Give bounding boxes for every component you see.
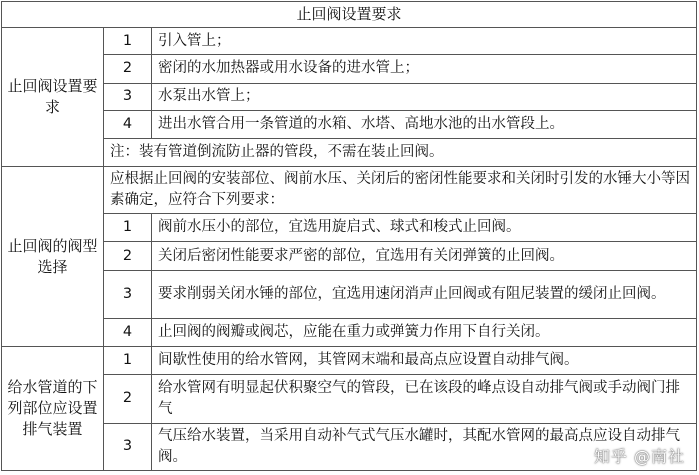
row-number: 2 <box>104 242 152 270</box>
row-number: 1 <box>104 28 152 55</box>
table-row <box>2 83 697 110</box>
row-number: 3 <box>104 423 152 470</box>
row-number: 1 <box>104 214 152 242</box>
row-text: 间歇性使用的给水管网，其管网末端和最高点应设置自动排气阀。 <box>152 347 697 375</box>
row-text: 引入管上； <box>152 28 697 55</box>
row-text: 关闭后密闭性能要求严密的部位，宜选用有关闭弹簧的止回阀。 <box>152 242 697 270</box>
table-title-row <box>2 2 697 28</box>
row-number: 3 <box>104 270 152 318</box>
table-row <box>2 423 697 470</box>
watermark: 知乎 @南社 <box>593 447 685 466</box>
row-text: 气压给水装置，当采用自动补气式气压水罐时，其配水管网的最高点应设自动排气阀。 <box>152 423 697 470</box>
row-text: 要求削弱关闭水锤的部位，宜选用速闭消声止回阀或有阻尼装置的缓闭止回阀。 <box>152 270 697 318</box>
note-text: 注：装有管道倒流防止器的管段，不需在装止回阀。 <box>104 138 697 166</box>
row-number: 4 <box>104 110 152 138</box>
table-row <box>2 28 697 55</box>
group-label-exhaust-device: 给水管道的下列部位应设置排气装置 <box>2 347 104 471</box>
table-row <box>2 214 697 242</box>
row-text: 水泵出水管上； <box>152 83 697 110</box>
table-row <box>2 270 697 318</box>
row-text: 止回阀的阀瓣或阀芯，应能在重力或弹簧力作用下自行关闭。 <box>152 318 697 346</box>
row-number: 3 <box>104 83 152 110</box>
table-title: 止回阀设置要求 <box>2 2 697 28</box>
table-row <box>2 347 697 375</box>
table-row <box>2 318 697 346</box>
table-row <box>2 242 697 270</box>
intro-text: 应根据止回阀的安装部位、阀前水压、关闭后的密闭性能要求和关闭时引发的水锤大小等因素确定，应符合下列要求： <box>104 167 697 214</box>
table-row <box>2 375 697 423</box>
row-text: 密闭的水加热器或用水设备的进水管上； <box>152 55 697 83</box>
table-row <box>2 138 697 166</box>
table-row <box>2 110 697 138</box>
row-number: 2 <box>104 55 152 83</box>
group-label-check-valve-setting: 止回阀设置要求 <box>2 28 104 167</box>
row-text: 进出水管合用一条管道的水箱、水塔、高地水池的出水管段上。 <box>152 110 697 138</box>
row-number: 2 <box>104 375 152 423</box>
requirements-table <box>1 1 697 471</box>
row-text: 给水管网有明显起伏积聚空气的管段，已在该段的峰点设自动排气阀或手动阀门排气 <box>152 375 697 423</box>
table-row <box>2 55 697 83</box>
row-number: 4 <box>104 318 152 346</box>
group-label-valve-type-selection: 止回阀的阀型选择 <box>2 167 104 347</box>
row-number: 1 <box>104 347 152 375</box>
row-text: 阀前水压小的部位，宜选用旋启式、球式和梭式止回阀。 <box>152 214 697 242</box>
table-row <box>2 167 697 214</box>
